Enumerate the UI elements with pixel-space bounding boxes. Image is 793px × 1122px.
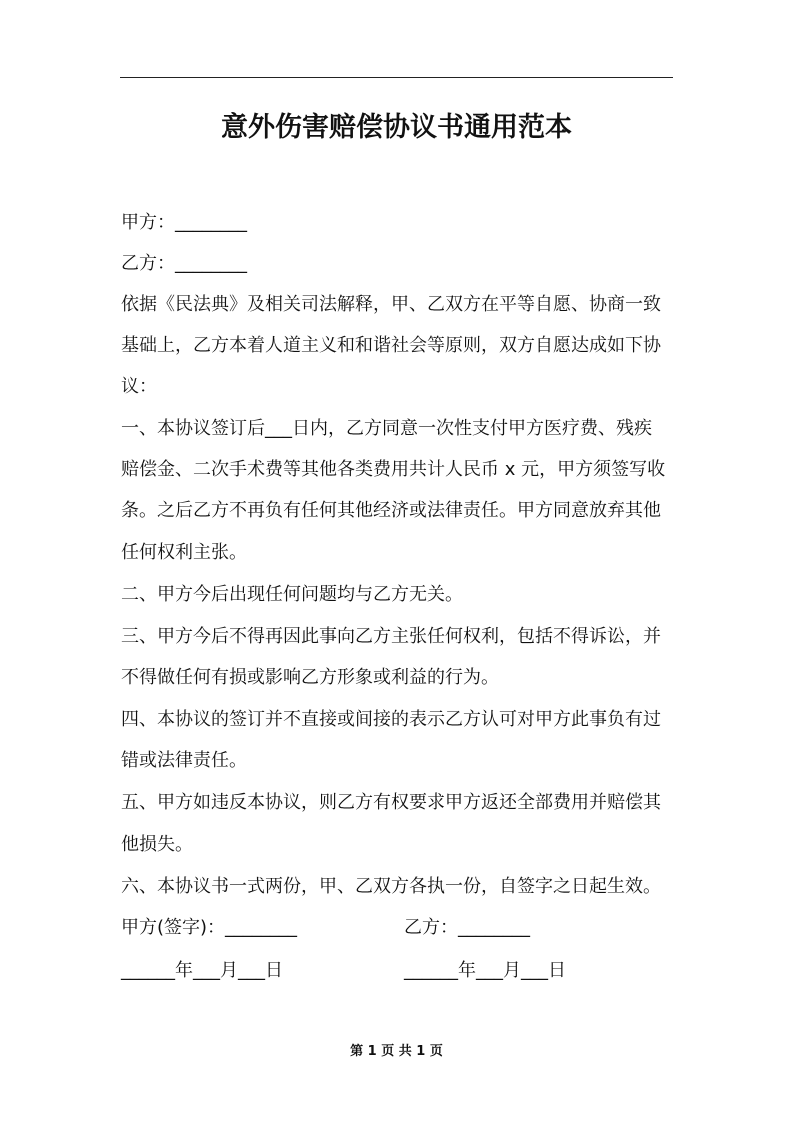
clause-1-line: 任何权利主张。: [121, 542, 247, 563]
clause-1-line: 条。之后乙方不再负有任何其他经济或法律责任。甲方同意放弃其他: [121, 500, 661, 521]
clause-3-line: 不得做任何有损或影响乙方形象或利益的行为。: [121, 667, 499, 688]
body-text-line: 依据《民法典》及相关司法解释，甲、乙双方在平等自愿、协商一致: [121, 294, 661, 315]
document-title: 意外伤害赔偿协议书通用范本: [221, 112, 572, 143]
clause-6-line: 六、本协议书一式两份，甲、乙双方各执一份，自签字之日起生效。: [121, 876, 661, 897]
clause-4-line: 四、本协议的签订并不直接或间接的表示乙方认可对甲方此事负有过: [121, 709, 661, 730]
clause-1-line: 赔偿金、二次手术费等其他各类费用共计人民币 x 元，甲方须签写收: [121, 459, 666, 480]
clause-4-line: 错或法律责任。: [121, 750, 247, 771]
clause-1-line: 一、本协议签订后___日内，乙方同意一次性支付甲方医疗费、残疾: [121, 418, 652, 439]
header-rule: [120, 77, 673, 78]
clause-5-line: 五、甲方如违反本协议，则乙方有权要求甲方返还全部费用并赔偿其: [121, 792, 661, 813]
party-a-line: 甲方：________: [121, 212, 247, 233]
page-number: 第 1 页 共 1 页: [350, 1044, 443, 1059]
party-b-date: ______年___月___日: [404, 960, 566, 981]
body-text-line: 议：: [121, 376, 157, 397]
party-a-signature: 甲方(签字)：________: [121, 917, 298, 938]
clause-3-line: 三、甲方今后不得再因此事向乙方主张任何权利，包括不得诉讼，并: [121, 626, 661, 647]
body-text-line: 基础上，乙方本着人道主义和和谐社会等原则，双方自愿达成如下协: [121, 335, 661, 356]
clause-2-line: 二、甲方今后出现任何问题均与乙方无关。: [121, 584, 463, 605]
clause-5-line: 他损失。: [121, 834, 193, 855]
party-b-signature: 乙方：________: [404, 917, 530, 938]
party-a-date: ______年___月___日: [121, 960, 283, 981]
party-b-line: 乙方：________: [121, 253, 247, 274]
